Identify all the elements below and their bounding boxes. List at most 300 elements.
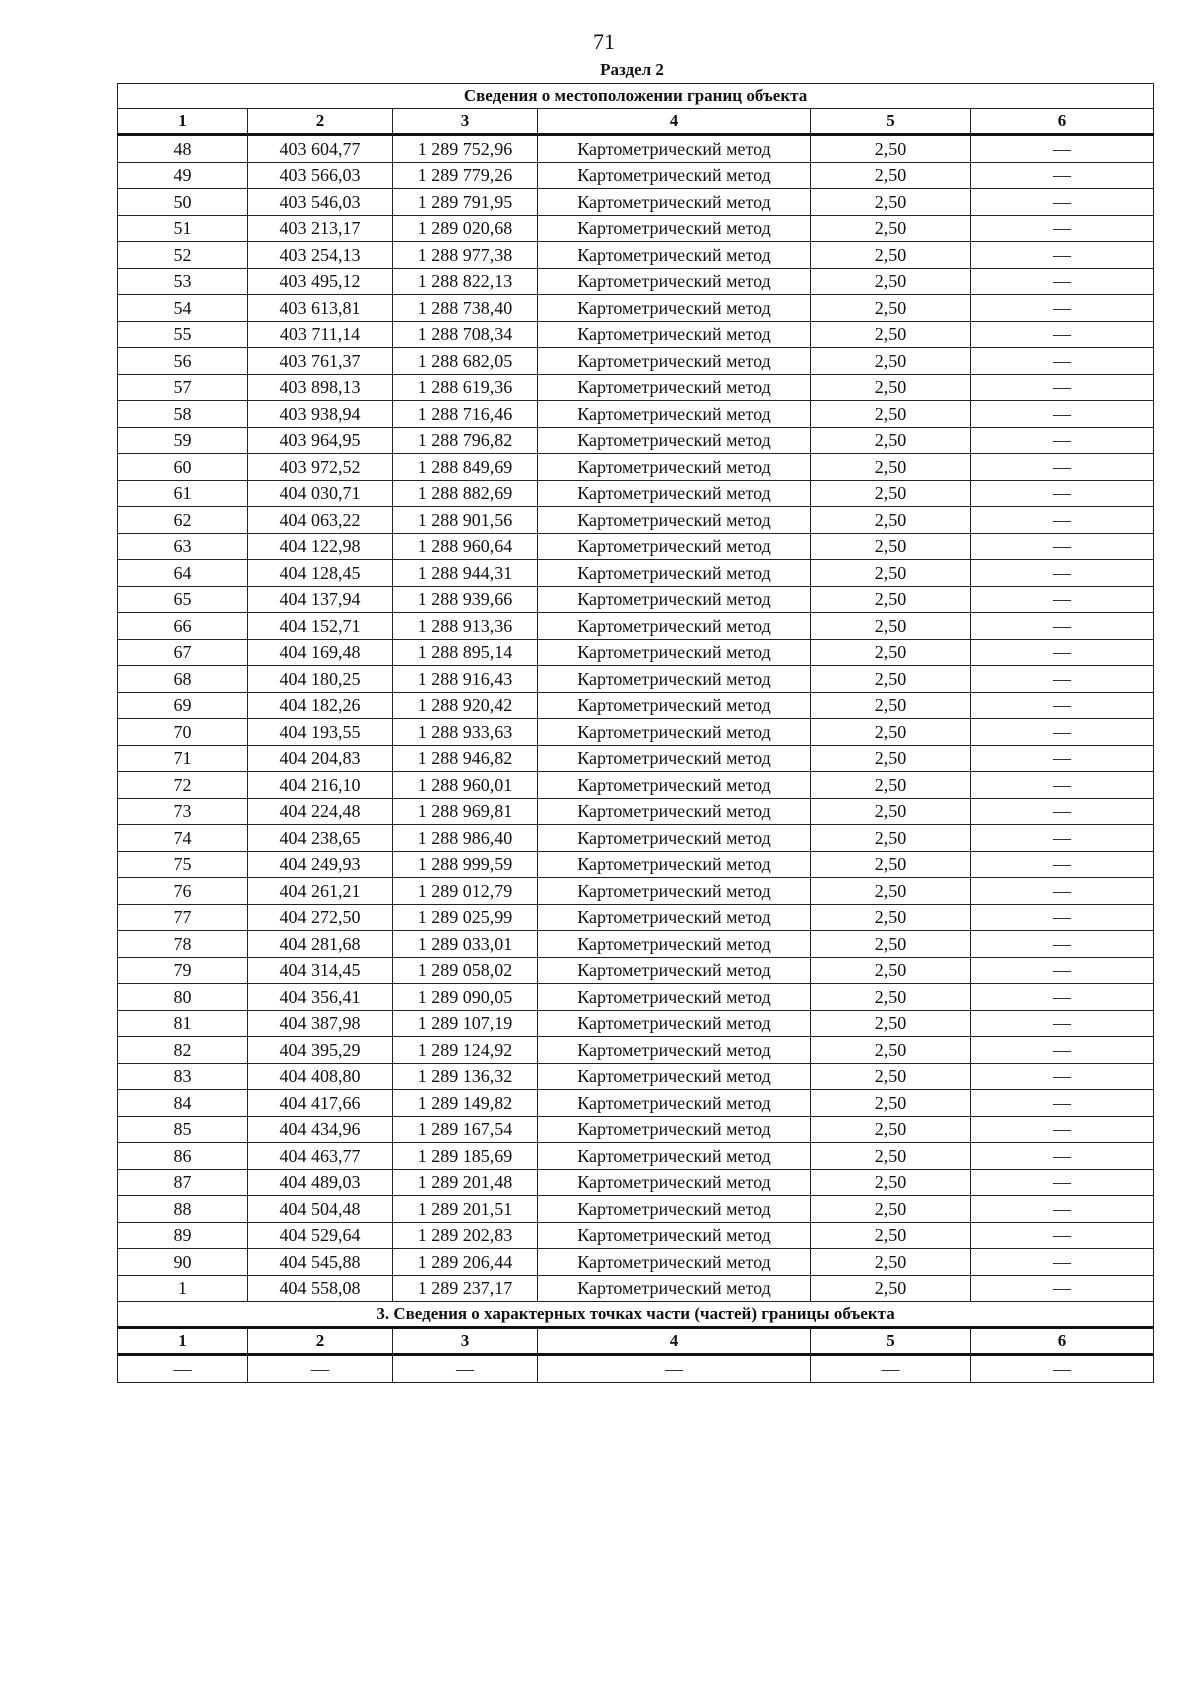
table-row (118, 1037, 1154, 1064)
method-cell: Картометрический метод (538, 242, 811, 269)
point-number-cell: 66 (118, 613, 248, 640)
point-number-cell: 54 (118, 295, 248, 322)
accuracy-cell: 2,50 (811, 692, 971, 719)
description-cell: — (971, 639, 1154, 666)
method-cell: Картометрический метод (538, 480, 811, 507)
point-number-cell: 81 (118, 1010, 248, 1037)
x-coordinate-cell: 404 408,80 (248, 1063, 393, 1090)
y-coordinate-cell: 1 288 619,36 (393, 374, 538, 401)
description-cell: — (971, 904, 1154, 931)
column-header: 4 (538, 109, 811, 135)
y-coordinate-cell: 1 289 237,17 (393, 1275, 538, 1302)
y-coordinate-cell: 1 288 939,66 (393, 586, 538, 613)
x-coordinate-cell: 403 604,77 (248, 135, 393, 163)
description-cell: — (971, 772, 1154, 799)
table-row (118, 692, 1154, 719)
method-cell: Картометрический метод (538, 825, 811, 852)
point-number-cell: 71 (118, 745, 248, 772)
table-row (118, 1116, 1154, 1143)
x-coordinate-cell: 403 613,81 (248, 295, 393, 322)
subsection-cell: — (393, 1355, 538, 1383)
table-row (118, 507, 1154, 534)
y-coordinate-cell: 1 289 791,95 (393, 189, 538, 216)
y-coordinate-cell: 1 289 058,02 (393, 957, 538, 984)
table-row (118, 374, 1154, 401)
table-row (118, 1143, 1154, 1170)
description-cell: — (971, 480, 1154, 507)
y-coordinate-cell: 1 289 033,01 (393, 931, 538, 958)
description-cell: — (971, 825, 1154, 852)
method-cell: Картометрический метод (538, 719, 811, 746)
x-coordinate-cell: 404 489,03 (248, 1169, 393, 1196)
table-row (118, 1196, 1154, 1223)
point-number-cell: 87 (118, 1169, 248, 1196)
y-coordinate-cell: 1 288 822,13 (393, 268, 538, 295)
y-coordinate-cell: 1 289 025,99 (393, 904, 538, 931)
description-cell: — (971, 666, 1154, 693)
method-cell: Картометрический метод (538, 135, 811, 163)
accuracy-cell: 2,50 (811, 135, 971, 163)
point-number-cell: 62 (118, 507, 248, 534)
y-coordinate-cell: 1 289 090,05 (393, 984, 538, 1011)
y-coordinate-cell: 1 288 920,42 (393, 692, 538, 719)
y-coordinate-cell: 1 288 716,46 (393, 401, 538, 428)
subsection-cell: — (538, 1355, 811, 1383)
method-cell: Картометрический метод (538, 189, 811, 216)
accuracy-cell: 2,50 (811, 242, 971, 269)
table-row (118, 825, 1154, 852)
x-coordinate-cell: 404 137,94 (248, 586, 393, 613)
table-row (118, 1249, 1154, 1276)
point-number-cell: 83 (118, 1063, 248, 1090)
accuracy-cell: 2,50 (811, 374, 971, 401)
y-coordinate-cell: 1 288 738,40 (393, 295, 538, 322)
description-cell: — (971, 321, 1154, 348)
description-cell: — (971, 560, 1154, 587)
description-cell: — (971, 719, 1154, 746)
subsection-cell: — (248, 1355, 393, 1383)
x-coordinate-cell: 404 417,66 (248, 1090, 393, 1117)
point-number-cell: 70 (118, 719, 248, 746)
boundary-table (117, 83, 1154, 1383)
y-coordinate-cell: 1 289 136,32 (393, 1063, 538, 1090)
point-number-cell: 72 (118, 772, 248, 799)
x-coordinate-cell: 404 152,71 (248, 613, 393, 640)
accuracy-cell: 2,50 (811, 454, 971, 481)
method-cell: Картометрический метод (538, 984, 811, 1011)
accuracy-cell: 2,50 (811, 1143, 971, 1170)
subsection-column-header: 3 (393, 1328, 538, 1355)
table-row (118, 798, 1154, 825)
point-number-cell: 60 (118, 454, 248, 481)
table-row (118, 613, 1154, 640)
description-cell: — (971, 692, 1154, 719)
description-cell: — (971, 401, 1154, 428)
subsection-row (118, 1355, 1154, 1383)
column-header: 1 (118, 109, 248, 135)
y-coordinate-cell: 1 288 913,36 (393, 613, 538, 640)
point-number-cell: 77 (118, 904, 248, 931)
x-coordinate-cell: 404 545,88 (248, 1249, 393, 1276)
accuracy-cell: 2,50 (811, 1222, 971, 1249)
description-cell: — (971, 215, 1154, 242)
description-cell: — (971, 268, 1154, 295)
accuracy-cell: 2,50 (811, 401, 971, 428)
point-number-cell: 57 (118, 374, 248, 401)
description-cell: — (971, 586, 1154, 613)
point-number-cell: 64 (118, 560, 248, 587)
table-row (118, 851, 1154, 878)
x-coordinate-cell: 403 761,37 (248, 348, 393, 375)
method-cell: Картометрический метод (538, 533, 811, 560)
y-coordinate-cell: 1 288 946,82 (393, 745, 538, 772)
x-coordinate-cell: 404 216,10 (248, 772, 393, 799)
description-cell: — (971, 1116, 1154, 1143)
x-coordinate-cell: 404 281,68 (248, 931, 393, 958)
table-row (118, 1169, 1154, 1196)
x-coordinate-cell: 404 356,41 (248, 984, 393, 1011)
x-coordinate-cell: 404 314,45 (248, 957, 393, 984)
accuracy-cell: 2,50 (811, 1063, 971, 1090)
table-row (118, 295, 1154, 322)
subsection-header-row (118, 1328, 1154, 1355)
point-number-cell: 69 (118, 692, 248, 719)
table-row (118, 189, 1154, 216)
accuracy-cell: 2,50 (811, 825, 971, 852)
table-row (118, 560, 1154, 587)
accuracy-cell: 2,50 (811, 904, 971, 931)
accuracy-cell: 2,50 (811, 1037, 971, 1064)
description-cell: — (971, 1275, 1154, 1302)
subsection-column-header: 4 (538, 1328, 811, 1355)
method-cell: Картометрический метод (538, 1169, 811, 1196)
y-coordinate-cell: 1 289 201,48 (393, 1169, 538, 1196)
table-row (118, 427, 1154, 454)
x-coordinate-cell: 404 261,21 (248, 878, 393, 905)
y-coordinate-cell: 1 289 201,51 (393, 1196, 538, 1223)
accuracy-cell: 2,50 (811, 295, 971, 322)
section-label: Раздел 2 (600, 60, 664, 79)
x-coordinate-cell: 404 182,26 (248, 692, 393, 719)
accuracy-cell: 2,50 (811, 666, 971, 693)
description-cell: — (971, 613, 1154, 640)
x-coordinate-cell: 404 504,48 (248, 1196, 393, 1223)
method-cell: Картометрический метод (538, 904, 811, 931)
method-cell: Картометрический метод (538, 215, 811, 242)
method-cell: Картометрический метод (538, 1116, 811, 1143)
point-number-cell: 50 (118, 189, 248, 216)
method-cell: Картометрический метод (538, 878, 811, 905)
method-cell: Картометрический метод (538, 268, 811, 295)
table-body (118, 84, 1154, 1383)
description-cell: — (971, 135, 1154, 163)
description-cell: — (971, 745, 1154, 772)
table-row (118, 772, 1154, 799)
y-coordinate-cell: 1 288 916,43 (393, 666, 538, 693)
x-coordinate-cell: 404 063,22 (248, 507, 393, 534)
point-number-cell: 55 (118, 321, 248, 348)
point-number-cell: 84 (118, 1090, 248, 1117)
method-cell: Картометрический метод (538, 1222, 811, 1249)
description-cell: — (971, 1037, 1154, 1064)
table-row (118, 268, 1154, 295)
x-coordinate-cell: 404 193,55 (248, 719, 393, 746)
accuracy-cell: 2,50 (811, 1090, 971, 1117)
method-cell: Картометрический метод (538, 1275, 811, 1302)
column-header-row (118, 109, 1154, 135)
x-coordinate-cell: 404 180,25 (248, 666, 393, 693)
accuracy-cell: 2,50 (811, 878, 971, 905)
y-coordinate-cell: 1 289 206,44 (393, 1249, 538, 1276)
x-coordinate-cell: 404 169,48 (248, 639, 393, 666)
point-number-cell: 68 (118, 666, 248, 693)
subsection-column-header: 1 (118, 1328, 248, 1355)
x-coordinate-cell: 404 395,29 (248, 1037, 393, 1064)
description-cell: — (971, 931, 1154, 958)
method-cell: Картометрический метод (538, 401, 811, 428)
description-cell: — (971, 189, 1154, 216)
table-row (118, 586, 1154, 613)
x-coordinate-cell: 404 030,71 (248, 480, 393, 507)
x-coordinate-cell: 404 224,48 (248, 798, 393, 825)
description-cell: — (971, 984, 1154, 1011)
description-cell: — (971, 1222, 1154, 1249)
y-coordinate-cell: 1 289 107,19 (393, 1010, 538, 1037)
accuracy-cell: 2,50 (811, 507, 971, 534)
table-row (118, 348, 1154, 375)
method-cell: Картометрический метод (538, 427, 811, 454)
x-coordinate-cell: 404 463,77 (248, 1143, 393, 1170)
accuracy-cell: 2,50 (811, 586, 971, 613)
description-cell: — (971, 507, 1154, 534)
x-coordinate-cell: 403 254,13 (248, 242, 393, 269)
table-row (118, 904, 1154, 931)
y-coordinate-cell: 1 288 986,40 (393, 825, 538, 852)
y-coordinate-cell: 1 289 020,68 (393, 215, 538, 242)
accuracy-cell: 2,50 (811, 1010, 971, 1037)
method-cell: Картометрический метод (538, 613, 811, 640)
table-row (118, 135, 1154, 163)
method-cell: Картометрический метод (538, 560, 811, 587)
table-row (118, 1063, 1154, 1090)
y-coordinate-cell: 1 288 708,34 (393, 321, 538, 348)
x-coordinate-cell: 404 558,08 (248, 1275, 393, 1302)
x-coordinate-cell: 404 272,50 (248, 904, 393, 931)
y-coordinate-cell: 1 289 752,96 (393, 135, 538, 163)
point-number-cell: 73 (118, 798, 248, 825)
description-cell: — (971, 1010, 1154, 1037)
page-number: 71 (593, 29, 615, 54)
method-cell: Картометрический метод (538, 1090, 811, 1117)
point-number-cell: 89 (118, 1222, 248, 1249)
y-coordinate-cell: 1 288 960,64 (393, 533, 538, 560)
point-number-cell: 53 (118, 268, 248, 295)
point-number-cell: 59 (118, 427, 248, 454)
table-row (118, 745, 1154, 772)
accuracy-cell: 2,50 (811, 957, 971, 984)
subsection-cell: — (811, 1355, 971, 1383)
column-header: 3 (393, 109, 538, 135)
accuracy-cell: 2,50 (811, 215, 971, 242)
accuracy-cell: 2,50 (811, 480, 971, 507)
method-cell: Картометрический метод (538, 321, 811, 348)
description-cell: — (971, 1196, 1154, 1223)
table-row (118, 984, 1154, 1011)
table-row (118, 666, 1154, 693)
y-coordinate-cell: 1 288 944,31 (393, 560, 538, 587)
description-cell: — (971, 242, 1154, 269)
x-coordinate-cell: 403 213,17 (248, 215, 393, 242)
method-cell: Картометрический метод (538, 1037, 811, 1064)
x-coordinate-cell: 404 434,96 (248, 1116, 393, 1143)
point-number-cell: 48 (118, 135, 248, 163)
method-cell: Картометрический метод (538, 1063, 811, 1090)
y-coordinate-cell: 1 289 779,26 (393, 162, 538, 189)
point-number-cell: 90 (118, 1249, 248, 1276)
accuracy-cell: 2,50 (811, 851, 971, 878)
description-cell: — (971, 878, 1154, 905)
point-number-cell: 88 (118, 1196, 248, 1223)
point-number-cell: 61 (118, 480, 248, 507)
x-coordinate-cell: 403 546,03 (248, 189, 393, 216)
description-cell: — (971, 1169, 1154, 1196)
table-row (118, 1010, 1154, 1037)
table-row (118, 719, 1154, 746)
y-coordinate-cell: 1 288 960,01 (393, 772, 538, 799)
method-cell: Картометрический метод (538, 1010, 811, 1037)
method-cell: Картометрический метод (538, 772, 811, 799)
y-coordinate-cell: 1 288 682,05 (393, 348, 538, 375)
subsection-column-header: 5 (811, 1328, 971, 1355)
accuracy-cell: 2,50 (811, 798, 971, 825)
method-cell: Картометрический метод (538, 1196, 811, 1223)
y-coordinate-cell: 1 288 977,38 (393, 242, 538, 269)
point-number-cell: 85 (118, 1116, 248, 1143)
method-cell: Картометрический метод (538, 745, 811, 772)
accuracy-cell: 2,50 (811, 1116, 971, 1143)
y-coordinate-cell: 1 289 124,92 (393, 1037, 538, 1064)
method-cell: Картометрический метод (538, 507, 811, 534)
method-cell: Картометрический метод (538, 162, 811, 189)
accuracy-cell: 2,50 (811, 613, 971, 640)
point-number-cell: 86 (118, 1143, 248, 1170)
x-coordinate-cell: 403 972,52 (248, 454, 393, 481)
method-cell: Картометрический метод (538, 1143, 811, 1170)
x-coordinate-cell: 404 238,65 (248, 825, 393, 852)
method-cell: Картометрический метод (538, 586, 811, 613)
description-cell: — (971, 533, 1154, 560)
method-cell: Картометрический метод (538, 374, 811, 401)
table-row (118, 639, 1154, 666)
y-coordinate-cell: 1 288 882,69 (393, 480, 538, 507)
column-header: 2 (248, 109, 393, 135)
point-number-cell: 78 (118, 931, 248, 958)
table-row (118, 401, 1154, 428)
column-header: 5 (811, 109, 971, 135)
method-cell: Картометрический метод (538, 957, 811, 984)
description-cell: — (971, 427, 1154, 454)
accuracy-cell: 2,50 (811, 321, 971, 348)
subsection-column-header: 2 (248, 1328, 393, 1355)
x-coordinate-cell: 403 964,95 (248, 427, 393, 454)
table-row (118, 1222, 1154, 1249)
description-cell: — (971, 851, 1154, 878)
table-title-row (118, 84, 1154, 109)
y-coordinate-cell: 1 288 796,82 (393, 427, 538, 454)
description-cell: — (971, 798, 1154, 825)
subsection-title-row (118, 1302, 1154, 1328)
description-cell: — (971, 162, 1154, 189)
point-number-cell: 82 (118, 1037, 248, 1064)
table-row (118, 533, 1154, 560)
subsection-title: 3. Сведения о характерных точках части (частей) границы объекта (118, 1302, 1154, 1328)
y-coordinate-cell: 1 288 849,69 (393, 454, 538, 481)
y-coordinate-cell: 1 288 933,63 (393, 719, 538, 746)
accuracy-cell: 2,50 (811, 162, 971, 189)
x-coordinate-cell: 404 128,45 (248, 560, 393, 587)
table-row (118, 321, 1154, 348)
accuracy-cell: 2,50 (811, 719, 971, 746)
point-number-cell: 63 (118, 533, 248, 560)
y-coordinate-cell: 1 288 895,14 (393, 639, 538, 666)
table-title: Сведения о местоположении границ объекта (118, 84, 1154, 109)
x-coordinate-cell: 403 566,03 (248, 162, 393, 189)
description-cell: — (971, 1249, 1154, 1276)
accuracy-cell: 2,50 (811, 745, 971, 772)
point-number-cell: 75 (118, 851, 248, 878)
x-coordinate-cell: 403 495,12 (248, 268, 393, 295)
point-number-cell: 51 (118, 215, 248, 242)
point-number-cell: 56 (118, 348, 248, 375)
table-row (118, 1090, 1154, 1117)
y-coordinate-cell: 1 289 149,82 (393, 1090, 538, 1117)
accuracy-cell: 2,50 (811, 189, 971, 216)
accuracy-cell: 2,50 (811, 1275, 971, 1302)
y-coordinate-cell: 1 289 202,83 (393, 1222, 538, 1249)
point-number-cell: 76 (118, 878, 248, 905)
accuracy-cell: 2,50 (811, 427, 971, 454)
point-number-cell: 58 (118, 401, 248, 428)
method-cell: Картометрический метод (538, 851, 811, 878)
accuracy-cell: 2,50 (811, 1169, 971, 1196)
table-row (118, 162, 1154, 189)
x-coordinate-cell: 403 711,14 (248, 321, 393, 348)
method-cell: Картометрический метод (538, 454, 811, 481)
description-cell: — (971, 1063, 1154, 1090)
x-coordinate-cell: 404 387,98 (248, 1010, 393, 1037)
method-cell: Картометрический метод (538, 798, 811, 825)
accuracy-cell: 2,50 (811, 639, 971, 666)
accuracy-cell: 2,50 (811, 931, 971, 958)
description-cell: — (971, 454, 1154, 481)
accuracy-cell: 2,50 (811, 1196, 971, 1223)
point-number-cell: 52 (118, 242, 248, 269)
point-number-cell: 67 (118, 639, 248, 666)
accuracy-cell: 2,50 (811, 533, 971, 560)
subsection-column-header: 6 (971, 1328, 1154, 1355)
x-coordinate-cell: 403 938,94 (248, 401, 393, 428)
method-cell: Картометрический метод (538, 931, 811, 958)
table-row (118, 1275, 1154, 1302)
x-coordinate-cell: 404 529,64 (248, 1222, 393, 1249)
y-coordinate-cell: 1 289 167,54 (393, 1116, 538, 1143)
table-row (118, 454, 1154, 481)
accuracy-cell: 2,50 (811, 560, 971, 587)
table-row (118, 878, 1154, 905)
table-row (118, 957, 1154, 984)
method-cell: Картометрический метод (538, 666, 811, 693)
column-header: 6 (971, 109, 1154, 135)
